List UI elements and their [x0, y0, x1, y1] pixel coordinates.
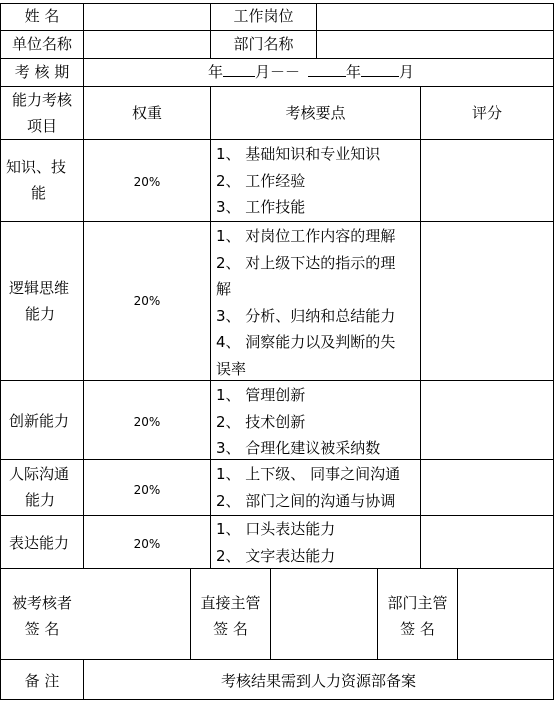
period-month1-blank[interactable] — [223, 61, 255, 77]
point-line: 2、 对上级下达的指示的理 — [216, 253, 396, 272]
score-cell[interactable] — [421, 460, 553, 515]
grid-line — [553, 3, 554, 700]
row-points — [216, 223, 395, 382]
supervisor-signature-line2: 签 名 — [213, 620, 248, 638]
row-item-line: 能力 — [25, 305, 56, 323]
remarks-label: 备 注 — [24, 672, 60, 690]
row-points — [216, 516, 335, 569]
appraisee-signature-line2: 签 名 — [24, 620, 60, 638]
point-line: 1、 上下级、 同事之间沟通 — [216, 465, 401, 483]
period-label: 考 核 期 — [14, 63, 70, 81]
row-points — [216, 461, 400, 514]
point-line: 1、 基础知识和专业知识 — [216, 145, 381, 163]
dept-head-signature-field[interactable] — [458, 569, 553, 659]
row-item — [9, 275, 69, 327]
point-line: 1、 口头表达能力 — [216, 520, 336, 538]
column-header-points: 考核要点 — [285, 104, 346, 122]
row-item — [6, 154, 66, 206]
row-weight: 20% — [133, 537, 161, 551]
grid-line — [210, 86, 211, 569]
row-weight: 20% — [133, 175, 161, 189]
row-item: 创新能力 — [9, 412, 70, 430]
row-points — [216, 382, 380, 462]
period-month2-blank[interactable] — [361, 61, 399, 77]
row-item-line: 能 — [31, 184, 47, 202]
unit-field[interactable] — [84, 31, 210, 58]
name-field[interactable] — [84, 4, 210, 30]
point-line: 4、 洞察能力以及判断的失 — [216, 333, 396, 351]
score-cell[interactable] — [421, 222, 553, 380]
unit-label: 单位名称 — [11, 35, 72, 53]
point-line: 3、 合理化建议被采纳数 — [216, 439, 381, 457]
row-weight: 20% — [133, 415, 161, 429]
point-line: 3、 分析、归纳和总结能力 — [216, 306, 396, 325]
period-month2: 月 — [399, 63, 415, 81]
supervisor-signature-field[interactable] — [271, 569, 377, 659]
dept-head-signature-label — [378, 590, 457, 642]
period-year1: 年 — [208, 63, 224, 81]
column-header-weight: 权重 — [131, 104, 162, 122]
supervisor-signature-line1: 直接主管 — [200, 594, 261, 612]
supervisor-signature-label — [191, 590, 270, 642]
score-cell[interactable] — [421, 140, 553, 221]
score-cell[interactable] — [421, 381, 553, 459]
point-line: 1、 管理创新 — [216, 386, 306, 404]
dept-head-signature-line2: 签 名 — [400, 620, 435, 638]
row-points — [216, 141, 380, 221]
point-line: 1、 对岗位工作内容的理解 — [216, 227, 396, 245]
column-header-item-line1: 能力考核 — [11, 91, 72, 109]
remarks-text: 考核结果需到人力资源部备案 — [220, 672, 416, 690]
row-item-line: 能力 — [25, 491, 56, 509]
department-label: 部门名称 — [233, 35, 294, 53]
period-month1-dash: 月－－ — [255, 63, 301, 81]
position-field[interactable] — [317, 4, 553, 30]
point-line: 误率 — [216, 359, 247, 378]
period-year2: 年 — [346, 63, 362, 81]
appraisee-signature-field[interactable] — [84, 569, 190, 659]
department-field[interactable] — [317, 31, 553, 58]
dept-head-signature-line1: 部门主管 — [387, 594, 448, 612]
column-header-score: 评分 — [471, 104, 502, 122]
name-label: 姓 名 — [24, 7, 60, 25]
row-item-line: 知识、技 — [6, 158, 67, 176]
point-line: 3、 工作技能 — [216, 198, 306, 216]
row-item: 表达能力 — [9, 534, 70, 552]
appraisee-signature-label — [1, 590, 83, 642]
row-item-line: 逻辑思维 — [9, 279, 70, 297]
row-weight: 20% — [133, 294, 161, 308]
column-header-item-line2: 项目 — [26, 117, 57, 135]
position-label: 工作岗位 — [233, 7, 294, 25]
appraisee-signature-line1: 被考核者 — [11, 594, 72, 612]
point-line: 2、 文字表达能力 — [216, 546, 336, 565]
column-header-item — [1, 87, 83, 139]
point-line: 解 — [216, 280, 232, 298]
period-field[interactable] — [208, 59, 448, 85]
row-item — [9, 461, 69, 513]
row-weight: 20% — [133, 483, 161, 497]
point-line: 2、 工作经验 — [216, 171, 306, 190]
point-line: 2、 部门之间的沟通与协调 — [216, 491, 396, 510]
period-year2-blank[interactable] — [308, 61, 346, 77]
point-line: 2、 技术创新 — [216, 412, 306, 431]
row-item-line: 人际沟通 — [9, 465, 70, 483]
score-cell[interactable] — [421, 516, 553, 568]
